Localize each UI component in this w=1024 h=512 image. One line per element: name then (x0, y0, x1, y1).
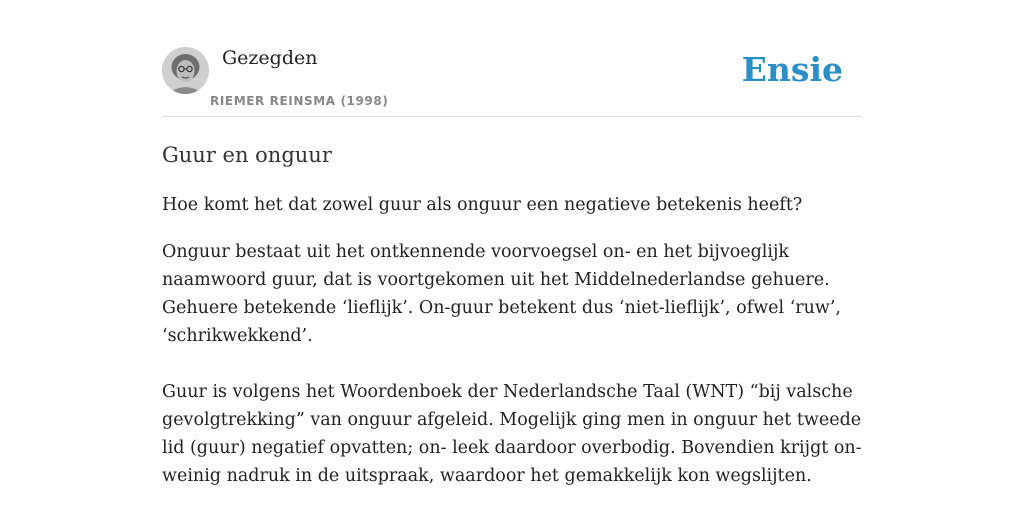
article-title: Guur en onguur (162, 143, 332, 167)
author-name: RIEMER REINSMA (1998) (210, 94, 389, 108)
article-question: Hoe komt het dat zowel guur als onguur een negatieve betekenis heeft? (162, 195, 803, 215)
category-link[interactable]: Gezegden (222, 47, 318, 69)
author-avatar[interactable] (162, 47, 209, 94)
article-body (162, 138, 864, 490)
author-portrait-icon (162, 47, 209, 94)
brand-logo[interactable]: Ensie (741, 50, 843, 89)
article-paragraph: Onguur bestaat uit het ontkennende voorvoegsel on- en het bijvoeglijk naamwoord guur, dat is voortgekomen uit het Middelnederlandse gehuere. Gehuere betekende ‘lieflijk’. On-guur betekent dus ‘niet-lieflijk’, ofwel ‘ruw’, ‘schrikwekkend’. (162, 242, 841, 346)
page-header (162, 44, 862, 117)
article-paragraph: Guur is volgens het Woordenboek der Nederlandsche Taal (WNT) “bij valsche gevolgtrekking” van onguur afgeleid. Mogelijk ging men in onguur het tweede lid (guur) negatief opvatten; on- leek daardoor overbodig. Bovendien krijgt on- weinig nadruk in de uitspraak, waardoor het gemakkelijk kon wegslijten. (162, 382, 862, 486)
